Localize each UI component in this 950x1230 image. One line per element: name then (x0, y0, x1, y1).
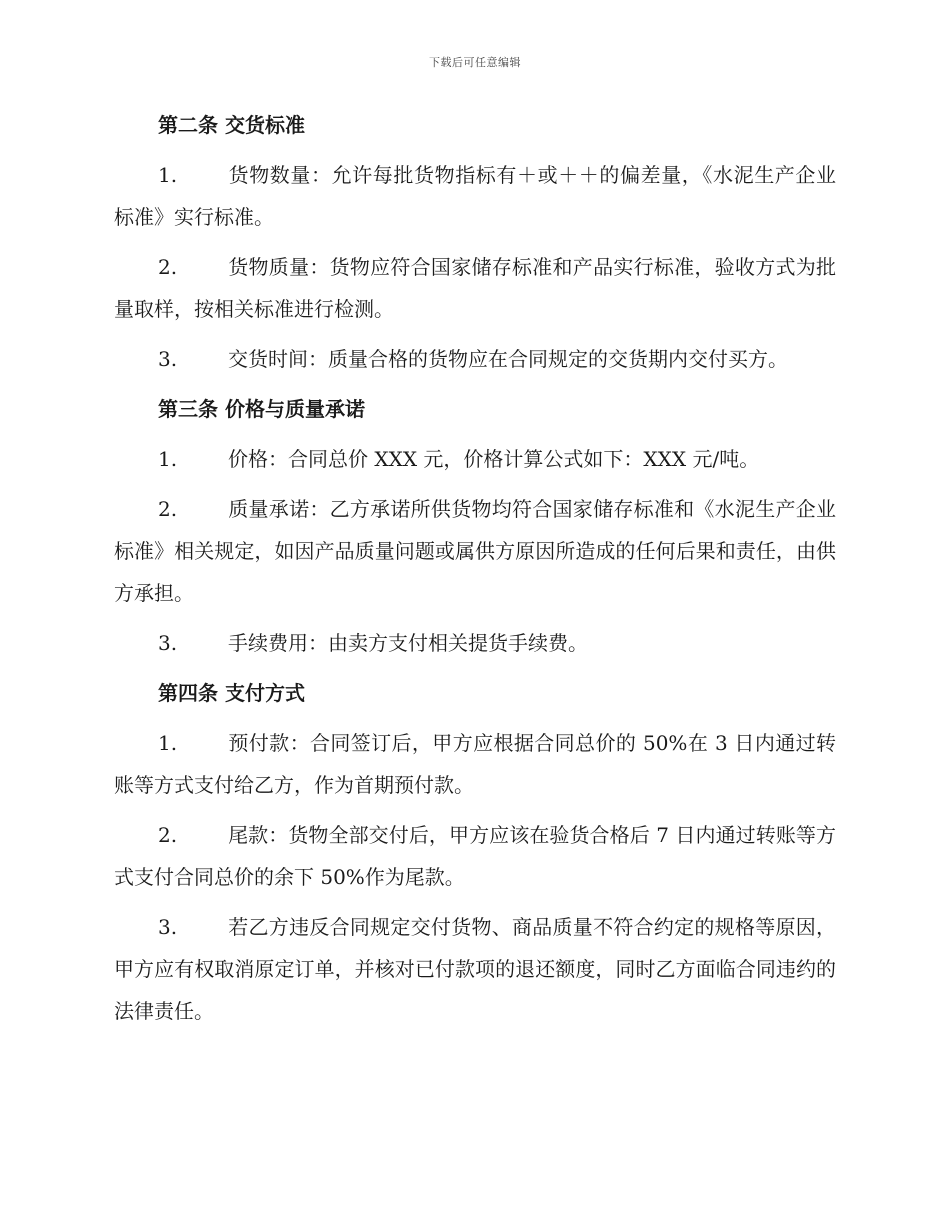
header-watermark-text: 下载后可任意编辑 (429, 56, 521, 69)
clause-item (114, 154, 836, 238)
clause-text: 货物数量：允许每批货物指标有＋或＋＋的偏差量，《水泥生产企业标准》实行标准。 (114, 163, 836, 229)
section-article-2 (114, 104, 836, 380)
clause-text: 预付款：合同签订后，甲方应根据合同总价的 50%在 3 日内通过转账等方式支付给乙方，作为首期预付款。 (114, 731, 836, 797)
clause-number: 2. (158, 255, 178, 279)
section-heading: 第三条 价格与质量承诺 (158, 397, 365, 421)
clause-item (114, 906, 836, 1032)
clause-number: 3. (158, 915, 178, 939)
clause-item (114, 438, 836, 480)
clause-number: 1. (158, 163, 178, 187)
section-heading: 第二条 交货标准 (158, 113, 305, 137)
section-article-3 (114, 388, 836, 664)
clause-item (114, 338, 836, 380)
document-body (114, 104, 836, 1040)
clause-item (114, 622, 836, 664)
clause-item (114, 722, 836, 806)
clause-text: 货物质量：货物应符合国家储存标准和产品实行标准，验收方式为批量取样，按相关标准进行检测。 (114, 255, 836, 321)
clause-item (114, 488, 836, 614)
clause-number: 1. (158, 731, 178, 755)
page-header (0, 54, 950, 70)
clause-text: 交货时间：质量合格的货物应在合同规定的交货期内交付买方。 (228, 347, 788, 371)
clause-text: 价格：合同总价 XXX 元，价格计算公式如下：XXX 元/吨。 (228, 447, 760, 471)
clause-text: 尾款：货物全部交付后，甲方应该在验货合格后 7 日内通过转账等方式支付合同总价的余下 50%作为尾款。 (114, 823, 836, 889)
clause-text: 质量承诺：乙方承诺所供货物均符合国家储存标准和《水泥生产企业标准》相关规定，如因产品质量问题或属供方原因所造成的任何后果和责任，由供方承担。 (114, 497, 836, 605)
clause-text: 若乙方违反合同规定交付货物、商品质量不符合约定的规格等原因，甲方应有权取消原定订单，并核对已付款项的退还额度，同时乙方面临合同违约的法律责任。 (114, 915, 836, 1023)
section-article-4 (114, 672, 836, 1032)
clause-text: 手续费用：由卖方支付相关提货手续费。 (228, 631, 588, 655)
clause-number: 3. (158, 347, 178, 371)
clause-number: 1. (158, 447, 178, 471)
clause-number: 3. (158, 631, 178, 655)
clause-item (114, 814, 836, 898)
clause-number: 2. (158, 823, 178, 847)
section-heading: 第四条 支付方式 (158, 681, 305, 705)
clause-number: 2. (158, 497, 178, 521)
clause-item (114, 246, 836, 330)
